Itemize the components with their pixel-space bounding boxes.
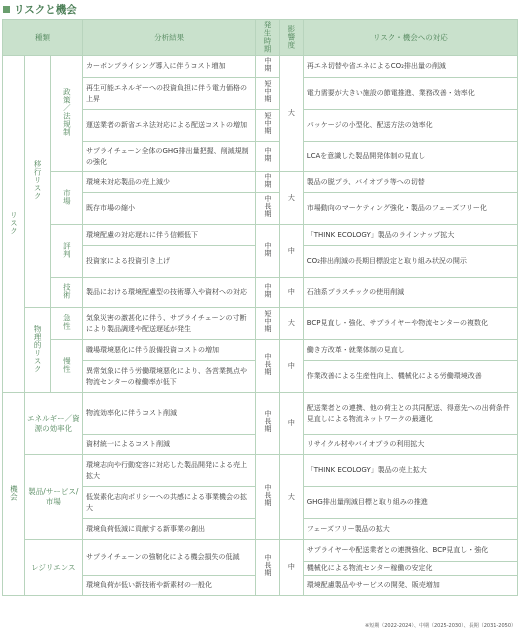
timing-cell: 中期 xyxy=(256,278,280,308)
response-cell: フェーズフリー製品の拡大 xyxy=(303,519,517,540)
timing-cell: 中長期 xyxy=(256,193,280,225)
footnote: ※短期（2022-2024）、中期（2025-2030）、長期（2031-2050） xyxy=(365,623,516,629)
table-row xyxy=(3,225,518,246)
category-market: 市場 xyxy=(50,172,82,225)
category-opportunity: 機会 xyxy=(3,393,25,596)
analysis-cell: 環境未対応製品の売上減少 xyxy=(83,172,256,193)
impact-cell: 中 xyxy=(279,540,303,596)
category-risk: リスク xyxy=(3,56,25,393)
category-policy: 政策／法規制 xyxy=(50,56,82,172)
timing-cell: 中長期 xyxy=(256,393,280,455)
analysis-cell: カーボンプライシング導入に伴うコスト増加 xyxy=(83,56,256,78)
category-transition-risk: 移行リスク xyxy=(24,56,50,308)
response-cell: 機械化による物流センター稼働の安定化 xyxy=(303,562,517,576)
timing-cell: 中長期 xyxy=(256,540,280,596)
analysis-cell: 低炭素化志向ポリシーへの共感による事業機会の拡大 xyxy=(83,487,256,519)
impact-cell: 中 xyxy=(279,340,303,393)
response-cell: 「THINK ECOLOGY」製品のラインナップ拡大 xyxy=(303,225,517,246)
impact-cell: 大 xyxy=(279,56,303,172)
category-acute: 急性 xyxy=(50,308,82,340)
response-cell: LCAを意識した製品開発体制の見直し xyxy=(303,142,517,172)
table-row xyxy=(3,455,518,487)
category-technology: 技術 xyxy=(50,278,82,308)
timing-cell: 中期 xyxy=(256,172,280,193)
table-row xyxy=(3,540,518,562)
timing-cell: 中長期 xyxy=(256,340,280,393)
table-row xyxy=(3,278,518,308)
section-title-text: リスクと機会 xyxy=(14,3,77,16)
analysis-cell: 運送業者の新省エネ法対応による配送コストの増加 xyxy=(83,110,256,142)
analysis-cell: サプライチェーン全体のGHG排出量把握、削減規制の強化 xyxy=(83,142,256,172)
response-cell: 環境配慮製品やサービスの開発、販売増加 xyxy=(303,576,517,596)
category-resilience: レジリエンス xyxy=(24,540,82,596)
category-energy-efficiency: エネルギー／資源の効率化 xyxy=(24,393,82,455)
response-cell: 「THINK ECOLOGY」製品の売上拡大 xyxy=(303,455,517,487)
response-cell: CO₂排出削減の長期目標設定と取り組み状況の開示 xyxy=(303,246,517,278)
table-row xyxy=(3,393,518,435)
response-cell: 電力需要が大きい施設の節電推進、業務改善・効率化 xyxy=(303,78,517,110)
impact-cell: 中 xyxy=(279,225,303,278)
analysis-cell: 物流効率化に伴うコスト削減 xyxy=(83,393,256,435)
header-response: リスク・機会への対応 xyxy=(303,20,517,56)
response-cell: リサイクル材やバイオプラの利用拡大 xyxy=(303,435,517,455)
category-products-services: 製品/サービス/市場 xyxy=(24,455,82,540)
analysis-cell: 再生可能エネルギーへの投資負担に伴う電力価格の上昇 xyxy=(83,78,256,110)
impact-cell: 大 xyxy=(279,172,303,225)
response-cell: BCP見直し・強化、サプライヤーや物流センターの複数化 xyxy=(303,308,517,340)
table-row xyxy=(3,56,518,78)
category-chronic: 慢性 xyxy=(50,340,82,393)
section-title xyxy=(3,2,77,16)
timing-cell: 中期 xyxy=(256,225,280,278)
timing-cell: 中期 xyxy=(256,56,280,78)
analysis-cell: 環境配慮の対応遅れに伴う信頼低下 xyxy=(83,225,256,246)
analysis-cell: 環境負荷低減に貢献する新事業の創出 xyxy=(83,519,256,540)
analysis-cell: 異常気象に伴う労働環境悪化により、各営業拠点や物流センターの稼働率が低下 xyxy=(83,361,256,393)
table-row xyxy=(3,172,518,193)
analysis-cell: サプライチェーンの強靭化による機会損失の低減 xyxy=(83,540,256,576)
analysis-cell: 職場環境悪化に伴う設備投資コストの増加 xyxy=(83,340,256,361)
table-row xyxy=(3,340,518,361)
impact-cell: 大 xyxy=(279,308,303,340)
analysis-cell: 資材統一によるコスト削減 xyxy=(83,435,256,455)
timing-cell: 中期 xyxy=(256,142,280,172)
table-row xyxy=(3,308,518,340)
header-category: 種類 xyxy=(3,20,83,56)
category-physical-risk: 物理的リスク xyxy=(24,308,50,393)
header-impact: 影響度 xyxy=(279,20,303,56)
analysis-cell: 製品における環境配慮型の技術導入や資材への対応 xyxy=(83,278,256,308)
timing-cell: 中長期 xyxy=(256,455,280,540)
analysis-cell: 気象災害の激甚化に伴う、サプライチェーンの寸断により製品調達や配送遅延が発生 xyxy=(83,308,256,340)
impact-cell: 中 xyxy=(279,278,303,308)
response-cell: サプライヤーや配送業者との連携強化、BCP見直し・強化 xyxy=(303,540,517,562)
analysis-cell: 環境負荷が低い新技術や新素材の一般化 xyxy=(83,576,256,596)
response-cell: 石油系プラスチックの使用削減 xyxy=(303,278,517,308)
response-cell: GHG排出量削減目標と取り組みの推進 xyxy=(303,487,517,519)
header-timing: 発生時期 xyxy=(256,20,280,56)
impact-cell: 大 xyxy=(279,455,303,540)
analysis-cell: 環境志向や行動変容に対応した製品開発による売上拡大 xyxy=(83,455,256,487)
timing-cell: 短中期 xyxy=(256,78,280,110)
risk-opportunity-table xyxy=(2,19,518,596)
analysis-cell: 投資家による投資引き上げ xyxy=(83,246,256,278)
header-analysis: 分析結果 xyxy=(83,20,256,56)
response-cell: 作業改善による生産性向上、機械化による労働環境改善 xyxy=(303,361,517,393)
timing-cell: 短中期 xyxy=(256,308,280,340)
response-cell: 配送業者との連携、他の荷主との共同配送、得意先への出荷条件見直しによる物流ネットワークの最適化 xyxy=(303,393,517,435)
response-cell: 市場動向のマーケティング強化・製品のフェーズフリー化 xyxy=(303,193,517,225)
category-reputation: 評判 xyxy=(50,225,82,278)
analysis-cell: 既存市場の縮小 xyxy=(83,193,256,225)
response-cell: 製品の脱プラ、バイオプラ等への切替 xyxy=(303,172,517,193)
response-cell: 働き方改革・就業体制の見直し xyxy=(303,340,517,361)
response-cell: パッケージの小型化、配送方法の効率化 xyxy=(303,110,517,142)
timing-cell: 短中期 xyxy=(256,110,280,142)
square-bullet-icon xyxy=(3,6,10,13)
response-cell: 再エネ切替や省エネによるCO₂排出量の削減 xyxy=(303,56,517,78)
impact-cell: 中 xyxy=(279,393,303,455)
